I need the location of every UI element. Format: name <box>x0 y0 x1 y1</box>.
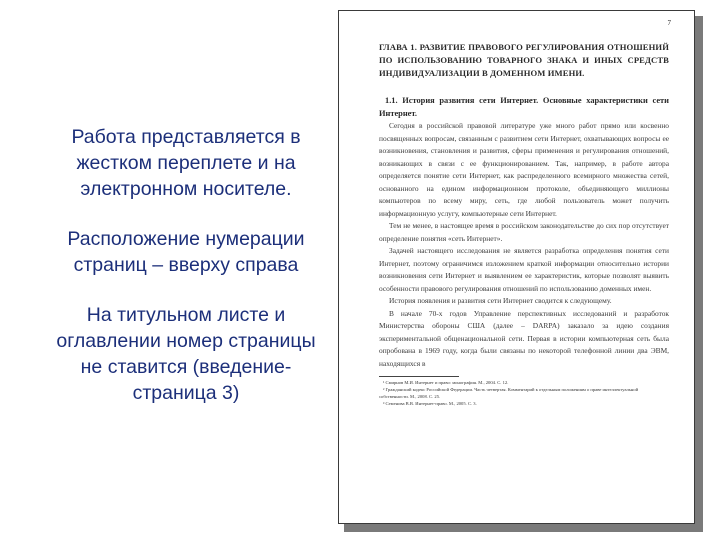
body-paragraph: Сегодня в российской правовой литературе уже много работ прямо или косвенно посвященных вопросам, связанным с развитием сети Интернет, охватывающих вопросы ее возникновения, становления и развития, сферы применения и регулирования отношений, возникающих в связи с ее функционированием. Так, например, в работе автора определяется понятие сети Интернет, как распределенного всемирного множества сетей, основанного на едином информационном протоколе, объединяющего миллионы компьютеров по всему миру, сеть, где любой пользователь может получить информационную услугу, компьютерные сети Интернет. <box>379 121 669 218</box>
document-page-sample <box>338 10 695 524</box>
binding-requirement-text: Работа представляется в жестком переплете и на электронном носителе. <box>71 126 301 200</box>
body-paragraph: Тем не менее, в настоящее время в российском законодательстве до сих пор отсутствует определение понятия «сеть Интернет». <box>379 221 669 243</box>
document-body <box>379 19 669 407</box>
body-paragraph: История появления и развития сети Интернет сводится к следующему. <box>389 296 612 305</box>
chapter-heading: ГЛАВА 1. РАЗВИТИЕ ПРАВОВОГО РЕГУЛИРОВАНИЯ ОТНОШЕНИЙ ПО ИСПОЛЬЗОВАНИЮ ТОВАРНОГО ЗНАКА И ИНЫХ СРЕДСТВ ИНДИВИДУАЛИЗАЦИИ В ДОМЕННОМ ИМЕНИ. <box>379 42 669 78</box>
body-paragraph: Задачей настоящего исследования не является разработка определения понятия сети Интернет, поэтому ограничимся изложением краткой информации относительно истории возникновения сети Интернет и выявлением ее характеристик, которые позволят выявить особенности правового регулирования отношений по использованию доменных имен. <box>379 246 669 293</box>
footnote-separator <box>379 376 459 377</box>
section-heading: 1.1. История развития сети Интернет. Основные характеристики сети Интернет. <box>379 96 669 118</box>
page-number: 7 <box>667 19 671 27</box>
footnote: ¹ Смирнов М.И. Интернет и право: монография. М., 2004. С. 12. <box>383 380 509 385</box>
footnote: ³ Семенова В.В. Интернет-право. М., 2005. С. 3. <box>383 401 477 406</box>
title-page-numbering-text: На титульном листе и оглавлении номер страницы не ставится (введение- страница 3) <box>56 304 316 404</box>
footnote: ² Гражданский кодекс Российской Федерации. Часть четвертая. Комментарий к отдельным положениям о праве интеллектуальной собственности. М., 2008. С. 25. <box>379 387 639 399</box>
page-numbering-position-text: Расположение нумерации страниц – вверху справа <box>67 228 305 276</box>
body-paragraph: В начале 70-х годов Управление перспективных исследований и разработок Министерства обороны США (далее – DARPA) заказало за идею создания экспериментальной общенациональной сети. Первая в истории компьютерная сеть была опробована в 1969 году, когда были связаны по некоторой телефонной линии два ЭВМ, находящихся в <box>379 308 669 368</box>
instructions-panel <box>52 124 320 430</box>
